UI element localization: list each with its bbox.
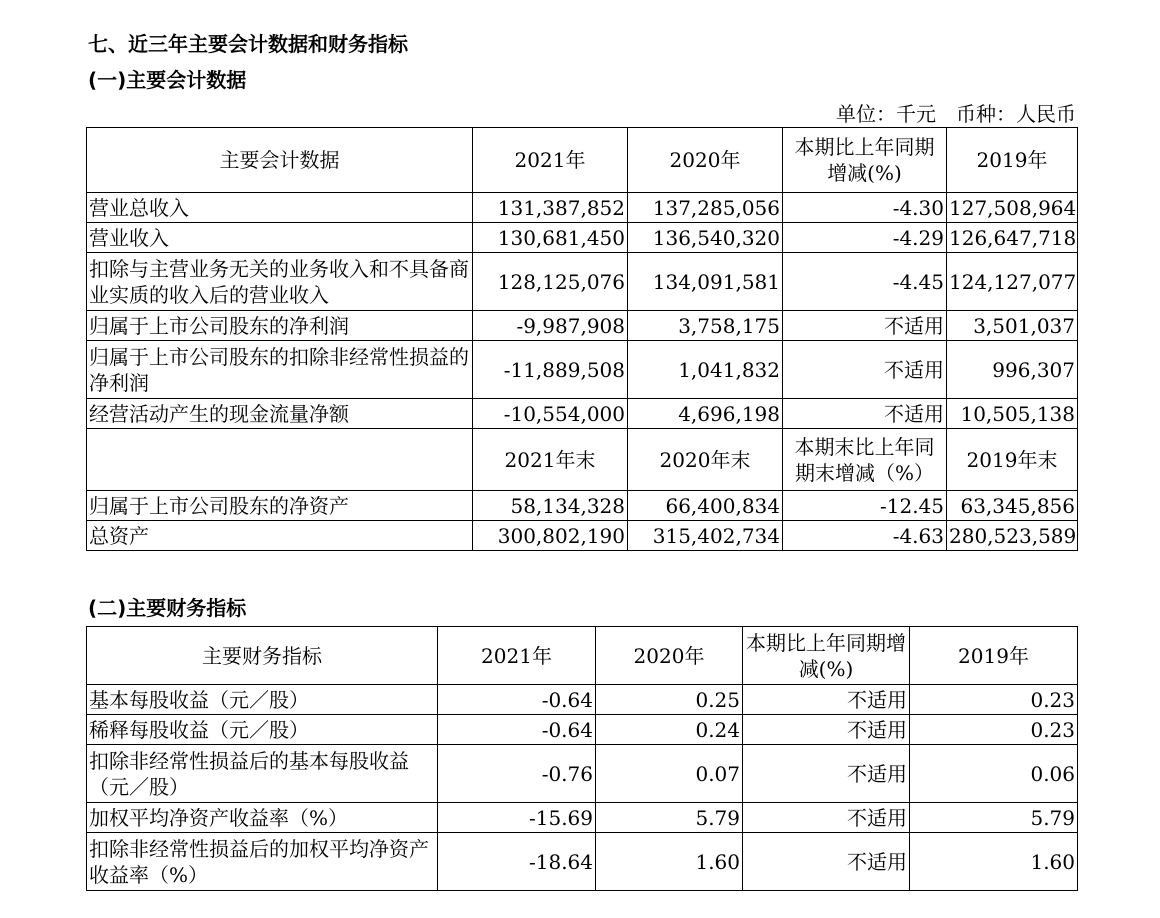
table-cell-2: 66,400,834 — [628, 491, 783, 521]
table-cell-2: 136,540,320 — [628, 223, 783, 253]
table-cell-0: 基本每股收益（元／股） — [87, 685, 438, 715]
table-cell-2: 137,285,056 — [628, 193, 783, 223]
table-cell-2: 0.07 — [596, 745, 743, 803]
table-cell-1: 58,134,328 — [473, 491, 628, 521]
table-cell-2: 1,041,832 — [628, 341, 783, 399]
table-cell-2: 0.24 — [596, 715, 743, 745]
page-title: 七、近三年主要会计数据和财务指标 — [88, 32, 408, 56]
table-cell-2: 134,091,581 — [628, 253, 783, 311]
header-cell-4: 2019年 — [947, 128, 1078, 193]
table-row — [87, 833, 1078, 891]
table-cell-1: 128,125,076 — [473, 253, 628, 311]
table-cell-4: 124,127,077 — [947, 253, 1078, 311]
table-row — [87, 715, 1078, 745]
table-cell-4: 0.23 — [910, 685, 1078, 715]
table-cell-1: -11,889,508 — [473, 341, 628, 399]
table-cell-0: 营业总收入 — [87, 193, 473, 223]
table-row — [87, 491, 1078, 521]
header-cell-4: 2019年末 — [947, 429, 1078, 491]
table-cell-0: 扣除非经常性损益后的基本每股收益（元／股） — [87, 745, 438, 803]
header-cell-4: 2019年 — [910, 627, 1078, 685]
table-cell-2: 4,696,198 — [628, 399, 783, 429]
table-row — [87, 223, 1078, 253]
table-cell-0: 扣除与主营业务无关的业务收入和不具备商业实质的收入后的营业收入 — [87, 253, 473, 311]
table-cell-4: 3,501,037 — [947, 311, 1078, 341]
table-cell-1: -15.69 — [438, 803, 596, 833]
header-cell-0: 主要财务指标 — [87, 627, 438, 685]
table-row — [87, 253, 1078, 311]
table-cell-2: 5.79 — [596, 803, 743, 833]
table-cell-0: 加权平均净资产收益率（%） — [87, 803, 438, 833]
header-cell-3: 本期末比上年同期末增减（%） — [783, 429, 947, 491]
table-cell-3: -4.29 — [783, 223, 947, 253]
table-cell-3: -4.30 — [783, 193, 947, 223]
table-cell-4: 996,307 — [947, 341, 1078, 399]
table-row — [87, 685, 1078, 715]
table-cell-3: 不适用 — [743, 833, 910, 891]
table-header-row — [87, 627, 1078, 685]
table-cell-3: -12.45 — [783, 491, 947, 521]
table-cell-0: 扣除非经常性损益后的加权平均净资产收益率（%） — [87, 833, 438, 891]
table-cell-1: -18.64 — [438, 833, 596, 891]
table-cell-4: 63,345,856 — [947, 491, 1078, 521]
table-cell-3: 不适用 — [743, 745, 910, 803]
table-cell-4: 1.60 — [910, 833, 1078, 891]
table-cell-0: 总资产 — [87, 521, 473, 551]
table-cell-3: -4.45 — [783, 253, 947, 311]
header-cell-1: 2021年 — [438, 627, 596, 685]
table-cell-1: -10,554,000 — [473, 399, 628, 429]
table-cell-1: 131,387,852 — [473, 193, 628, 223]
table-cell-1: -0.64 — [438, 685, 596, 715]
header-cell-2: 2020年末 — [628, 429, 783, 491]
table-cell-1: -0.64 — [438, 715, 596, 745]
table-cell-0: 归属于上市公司股东的扣除非经常性损益的净利润 — [87, 341, 473, 399]
table-cell-2: 3,758,175 — [628, 311, 783, 341]
table-header-row — [87, 128, 1078, 193]
header-cell-1: 2021年 — [473, 128, 628, 193]
table-row — [87, 803, 1078, 833]
header-cell-2: 2020年 — [596, 627, 743, 685]
table-cell-4: 0.06 — [910, 745, 1078, 803]
table-cell-4: 5.79 — [910, 803, 1078, 833]
table-row — [87, 341, 1078, 399]
section-heading-financial-indicators: (二)主要财务指标 — [88, 596, 247, 620]
table-row — [87, 193, 1078, 223]
table-cell-3: 不适用 — [743, 803, 910, 833]
financial-indicators-table — [86, 626, 1078, 891]
table-cell-3: 不适用 — [783, 341, 947, 399]
header-cell-0 — [87, 429, 473, 491]
header-cell-1: 2021年末 — [473, 429, 628, 491]
table-cell-0: 归属于上市公司股东的净利润 — [87, 311, 473, 341]
table-cell-4: 127,508,964 — [947, 193, 1078, 223]
table-cell-3: -4.63 — [783, 521, 947, 551]
table-row — [87, 399, 1078, 429]
header-cell-3: 本期比上年同期增减(%) — [743, 627, 910, 685]
section-heading-accounting-data: (一)主要会计数据 — [88, 68, 247, 92]
unit-currency-note: 单位：千元 币种：人民币 — [836, 102, 1076, 126]
accounting-data-table — [86, 127, 1078, 551]
table-cell-3: 不适用 — [743, 685, 910, 715]
table-cell-2: 1.60 — [596, 833, 743, 891]
table-cell-2: 315,402,734 — [628, 521, 783, 551]
header-cell-3: 本期比上年同期增减(%) — [783, 128, 947, 193]
table-cell-3: 不适用 — [783, 311, 947, 341]
table-row — [87, 311, 1078, 341]
table-cell-1: 130,681,450 — [473, 223, 628, 253]
table-cell-4: 280,523,589 — [947, 521, 1078, 551]
table-cell-3: 不适用 — [743, 715, 910, 745]
table-cell-4: 10,505,138 — [947, 399, 1078, 429]
table-cell-1: -0.76 — [438, 745, 596, 803]
table-cell-1: -9,987,908 — [473, 311, 628, 341]
header-cell-2: 2020年 — [628, 128, 783, 193]
table-cell-0: 营业收入 — [87, 223, 473, 253]
table-cell-0: 稀释每股收益（元／股） — [87, 715, 438, 745]
table-cell-4: 0.23 — [910, 715, 1078, 745]
table-row — [87, 745, 1078, 803]
table-row — [87, 521, 1078, 551]
header-cell-0: 主要会计数据 — [87, 128, 473, 193]
table-cell-2: 0.25 — [596, 685, 743, 715]
table-cell-4: 126,647,718 — [947, 223, 1078, 253]
table-cell-1: 300,802,190 — [473, 521, 628, 551]
table-cell-3: 不适用 — [783, 399, 947, 429]
table-cell-0: 经营活动产生的现金流量净额 — [87, 399, 473, 429]
table-cell-0: 归属于上市公司股东的净资产 — [87, 491, 473, 521]
table-header-row — [87, 429, 1078, 491]
